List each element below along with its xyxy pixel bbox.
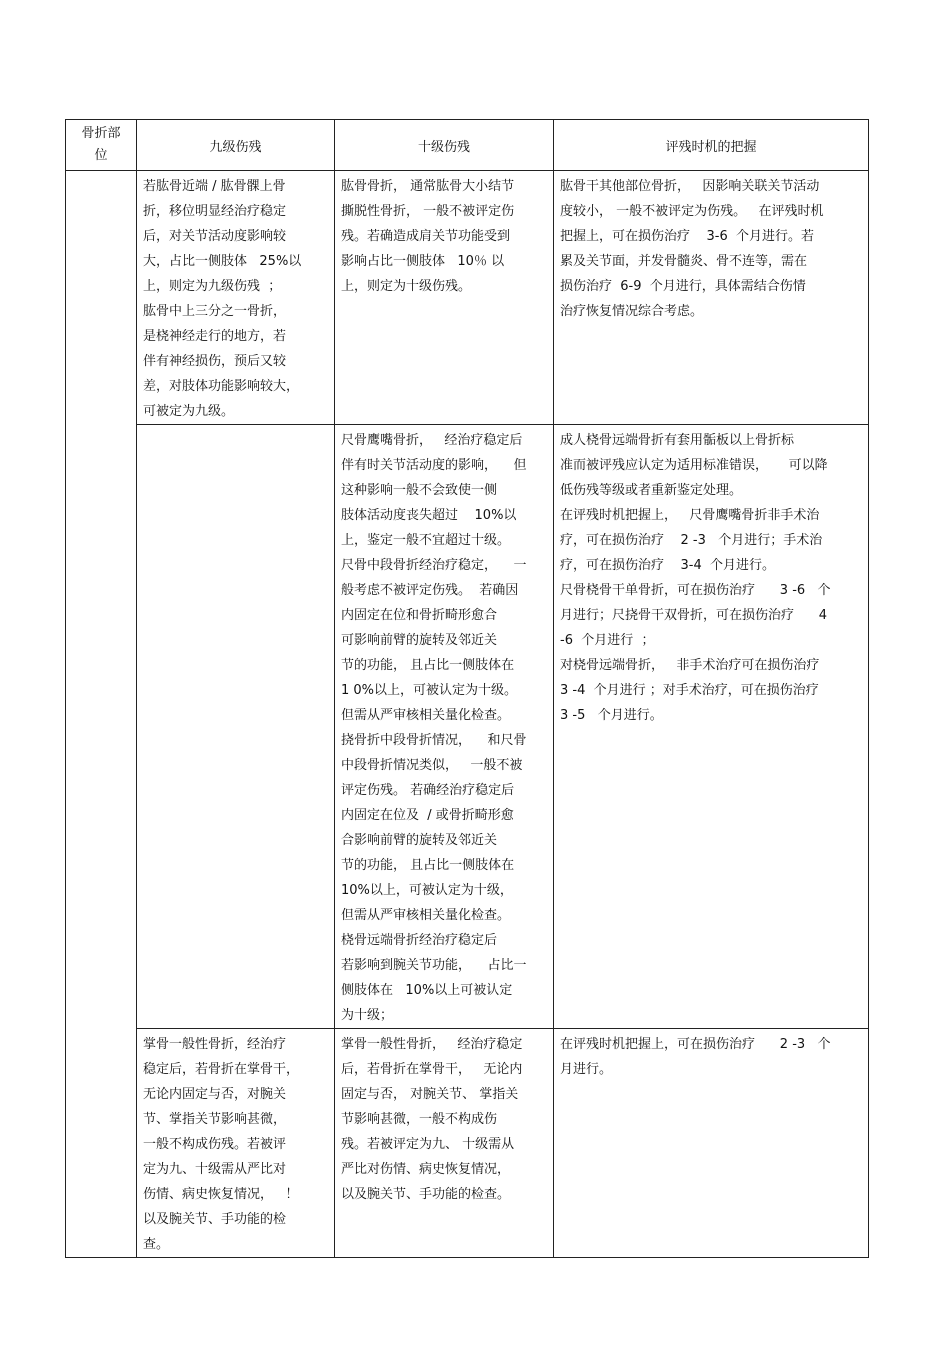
cell-text-line: 节的功能， 且占比一侧肢体在 [341, 858, 515, 873]
cell-text-line: 若影响到腕关节功能， 占比一 [341, 958, 527, 973]
cell-text-line: 10%以上，可被认定为十级， [341, 883, 513, 898]
cell-text-line: 侧肢体在 10%以上可被认定 [341, 983, 513, 998]
table-row [66, 425, 869, 1029]
disability-grading-table [65, 119, 869, 1258]
timing-cell [554, 425, 869, 1029]
cell-text-line: 上，鉴定一般不宜超过十级。 [341, 533, 511, 548]
cell-text-line: 在评残时机把握上，可在损伤治疗 2 -3 个 [560, 1037, 831, 1052]
cell-text-line: 内固定在位和骨折畸形愈合 [341, 608, 498, 623]
cell-text-line: 这种影响一般不会致使一侧 [341, 483, 498, 498]
cell-text-line: 残。若确造成肩关节功能受到 [341, 229, 511, 244]
grade10-cell [335, 1029, 554, 1258]
cell-text-line: 肱骨干其他部位骨折， 因影响关联关节活动 [560, 179, 820, 194]
cell-text-line: 肱骨骨折， 通常肱骨大小结节 [341, 179, 515, 194]
cell-text-line: 固定与否， 对腕关节、 掌指关 [341, 1087, 519, 1102]
cell-text-line: 度较小， 一般不被评定为伤残。 在评残时机 [560, 204, 824, 219]
grade9-cell [137, 425, 335, 1029]
cell-text-line: 尺骨中段骨折经治疗稳定， 一 [341, 558, 527, 573]
header-timing: 评残时机的把握 [554, 120, 869, 171]
cell-text-line: 上，则定为十级伤残。 [341, 279, 472, 294]
cell-text-line: 撕脱性骨折， 一般不被评定伤 [341, 204, 515, 219]
cell-text-line: 伤情、病史恢复情况， ！ [143, 1187, 299, 1202]
cell-text-line: 3 -4 个月进行 ；对手术治疗，可在损伤治疗 [560, 683, 819, 698]
cell-text-line: 若肱骨近端 / 肱骨髁上骨 [143, 179, 286, 194]
cell-text-line: 可被定为九级。 [143, 404, 235, 419]
cell-text-line: 折，移位明显经治疗稳定 [143, 204, 287, 219]
cell-text-line: 合影响前臂的旋转及邻近关 [341, 833, 498, 848]
cell-text-line: 治疗恢复情况综合考虑。 [560, 304, 704, 319]
cell-text-line: 可影响前臂的旋转及邻近关 [341, 633, 498, 648]
cell-text-line: 月进行。 [560, 1062, 613, 1077]
cell-text-line: 中段骨折情况类似， 一般不被 [341, 758, 523, 773]
cell-text-line: 定为九、十级需从严比对 [143, 1162, 287, 1177]
timing-cell [554, 171, 869, 425]
cell-text-line: 后，对关节活动度影响较 [143, 229, 287, 244]
cell-text-line: 查。 [143, 1237, 170, 1252]
cell-text-line: 稳定后，若骨折在掌骨干， [143, 1062, 300, 1077]
grade9-cell [137, 171, 335, 425]
header-row [66, 120, 869, 171]
cell-text-line: 是桡神经走行的地方，若 [143, 329, 287, 344]
cell-text-line: 损伤治疗 6-9 个月进行，具体需结合伤情 [560, 279, 806, 294]
cell-text-line: 节、掌指关节影响甚微， [143, 1112, 287, 1127]
cell-text-line: 后，若骨折在掌骨干， 无论内 [341, 1062, 523, 1077]
cell-text-line: 大，占比一侧肢体 25%以 [143, 254, 302, 269]
cell-text-line: 成人桡骨远端骨折有套用骺板以上骨折标 [560, 433, 795, 448]
cell-text-line: 掌骨一般性骨折，经治疗 [143, 1037, 287, 1052]
grade10-cell [335, 425, 554, 1029]
cell-text-line: 疗，可在损伤治疗 3-4 个月进行。 [560, 558, 776, 573]
header-site-line: 骨折部 [81, 126, 121, 141]
cell-text-line: 1 0%以上，可被认定为十级。 [341, 683, 518, 698]
cell-text-line: 上，则定为九级伤残 ； [143, 279, 282, 294]
cell-text-line: 3 -5 个月进行。 [560, 708, 663, 723]
cell-text-line: 般考虑不被评定伤残。 若确因 [341, 583, 519, 598]
cell-text-line: 为十级； [341, 1008, 394, 1023]
cell-text-line: 残。若被评定为九、 十级需从 [341, 1137, 515, 1152]
timing-cell [554, 1029, 869, 1258]
cell-text-line: 月进行；尺挠骨干双骨折，可在损伤治疗 4 [560, 608, 828, 623]
cell-text-line: 低伤残等级或者重新鉴定处理。 [560, 483, 743, 498]
cell-text-line: 对桡骨远端骨折， 非手术治疗可在损伤治疗 [560, 658, 820, 673]
cell-text-line: 节的功能， 且占比一侧肢体在 [341, 658, 515, 673]
cell-text-line: 但需从严审核相关量化检查。 [341, 908, 511, 923]
cell-text-line: 以及腕关节、手功能的检 [143, 1212, 287, 1227]
cell-text-line: 尺骨桡骨干单骨折，可在损伤治疗 3 -6 个 [560, 583, 831, 598]
cell-text-line: 以及腕关节、手功能的检查。 [341, 1187, 511, 1202]
cell-text-line: 节影响甚微，一般不构成伤 [341, 1112, 498, 1127]
cell-text-line: 掌骨一般性骨折， 经治疗稳定 [341, 1037, 523, 1052]
cell-text-line: 伴有时关节活动度的影响， 但 [341, 458, 527, 473]
cell-text-line: 一般不构成伤残。若被评 [143, 1137, 287, 1152]
cell-text-line: 差，对肢体功能影响较大， [143, 379, 300, 394]
header-grade-10: 十级伤残 [335, 120, 554, 171]
cell-text-line: 影响占比一侧肢体 10％ 以 [341, 254, 505, 269]
cell-text-line: 严比对伤情、病史恢复情况， [341, 1162, 511, 1177]
cell-text-line: 内固定在位及 / 或骨折畸形愈 [341, 808, 514, 823]
header-fracture-site [66, 120, 137, 171]
cell-text-line: 评定伤残。 若确经治疗稳定后 [341, 783, 515, 798]
table-row [66, 171, 869, 425]
cell-text-line: -6 个月进行 ； [560, 633, 655, 648]
grade10-cell [335, 171, 554, 425]
cell-text-line: 准而被评残应认定为适用标准错误， 可以降 [560, 458, 828, 473]
cell-text-line: 挠骨折中段骨折情况， 和尺骨 [341, 733, 527, 748]
site-cell [66, 171, 137, 1258]
cell-text-line: 肱骨中上三分之一骨折， [143, 304, 287, 319]
cell-text-line: 无论内固定与否，对腕关 [143, 1087, 287, 1102]
header-grade-9: 九级伤残 [137, 120, 335, 171]
cell-text-line: 尺骨鹰嘴骨折， 经治疗稳定后 [341, 433, 523, 448]
cell-text-line: 把握上，可在损伤治疗 3-6 个月进行。若 [560, 229, 815, 244]
cell-text-line: 累及关节面，并发骨髓炎、骨不连等，需在 [560, 254, 808, 269]
table-row [66, 1029, 869, 1258]
cell-text-line: 桡骨远端骨折经治疗稳定后 [341, 933, 498, 948]
cell-text-line: 伴有神经损伤，预后又较 [143, 354, 287, 369]
cell-text-line: 但需从严审核相关量化检查。 [341, 708, 511, 723]
cell-text-line: 肢体活动度丧失超过 10%以 [341, 508, 517, 523]
header-site-line: 位 [94, 148, 108, 163]
cell-text-line: 疗，可在损伤治疗 2 -3 个月进行；手术治 [560, 533, 823, 548]
grade9-cell [137, 1029, 335, 1258]
cell-text-line: 在评残时机把握上， 尺骨鹰嘴骨折非手术治 [560, 508, 820, 523]
